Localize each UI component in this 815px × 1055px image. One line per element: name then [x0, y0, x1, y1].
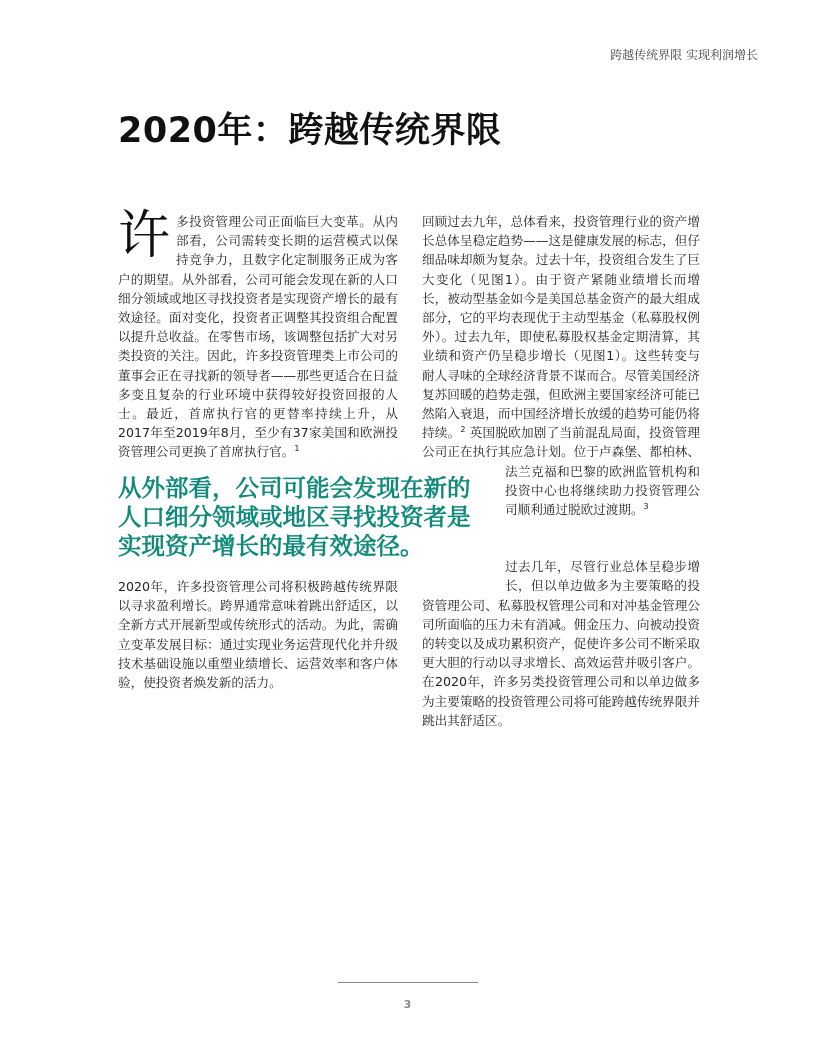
- left-column-intro: [118, 206, 398, 462]
- footnote-ref-1[interactable]: 1: [294, 444, 300, 454]
- running-header: 跨越传统界限 实现利润增长: [610, 48, 758, 62]
- footnote-ref-2[interactable]: 2: [460, 425, 466, 435]
- paragraph-2020: 2020年，许多投资管理公司将积极跨越传统界限以寻求盈利增长。跨界通常意味着跳出舒适区，以全新方式开展新型或传统形式的活动。为此，需确立变革发展目标：通过实现业务运营现代化并升级技术基础设施以重塑业绩增长、运营效率和客户体验，使投资者焕发新的活力。: [118, 579, 398, 691]
- right-column: [422, 212, 700, 730]
- review-tail-text: 监管机构和投资中心也将继续助力投资管理公司顺利通过脱欧过渡期。: [505, 463, 701, 518]
- footer-divider: [338, 982, 478, 983]
- footnote-ref-3[interactable]: 3: [643, 501, 649, 511]
- review-text-cont: 英国脱欧加剧了当前混乱局面，投资管理公司正在执行其应急计划。位于卢森堡、都柏林、法兰克福和巴黎的欧洲: [422, 425, 700, 479]
- pull-quote: 从外部看，公司可能会发现在新的人口细分领域或地区寻找投资者是实现资产增长的最有效途径。: [118, 474, 471, 560]
- page-number: 3: [403, 998, 412, 1011]
- pressure-paragraph: 过去几年，尽管行业总体呈稳步增长，但以单边做多为主要策略的投资管理公司、私募股权管理公司和对冲基金管理公司所面临的压力未有消减。佣金压力、向被动投资的转变以及成功累积资产，促使许多公司不断采取更大胆的行动以寻求增长、高效运营并吸引客户。在2020年，许多另类投资管理公司和以单边做多为主要策略的投资管理公司将可能跨越传统界限并跳出其舒适区。: [422, 559, 700, 728]
- pull-quote-exclusion: [422, 464, 505, 582]
- left-column-body: [118, 577, 398, 692]
- drop-cap: 许: [118, 206, 171, 266]
- review-text: 回顾过去九年，总体看来，投资管理行业的资产增长总体呈稳定趋势——这是健康发展的标志，但仔细品味却颇为复杂。过去十年，投资组合发生了巨大变化（见图1）。由于资产紧随业绩增长而增长，被动型基金如今是美国总基金资产的最大组成部分，它的平均表现优于主动型基金（私募股权例外）。过去九年，即使私募股权基金定期清算，其业绩和资产仍呈稳步增长（见图1）。这些转变与耐人寻味的全球经济背景不谋而合。尽管美国经济复苏回暖的趋势走强，但欧洲主要国家经济可能已然陷入衰退，而中国经济增长放缓的趋势可能仍将持续。: [422, 214, 700, 441]
- page-title: 2020年：跨越传统界限: [118, 111, 502, 151]
- intro-text: 多投资管理公司正面临巨大变革。从内部看，公司需转变长期的运营模式以保持竞争力，且数字化定制服务正成为客户的期望。从外部看，公司可能会发现在新的人口细分领域或地区寻找投资者是实现资产增长的最有效途径。面对变化，投资者正调整其投资组合配置以提升总收益。在零售市场，该调整包括扩大对另类投资的关注。因此，许多投资管理类上市公司的董事会正在寻找新的领导者——那些更适合在日益多变且复杂的行业环境中获得较好投资回报的人士。最近，首席执行官的更替率持续上升，从2017年至2019年8月，至少有37家美国和欧洲投资管理公司更换了首席执行官。: [118, 214, 398, 460]
